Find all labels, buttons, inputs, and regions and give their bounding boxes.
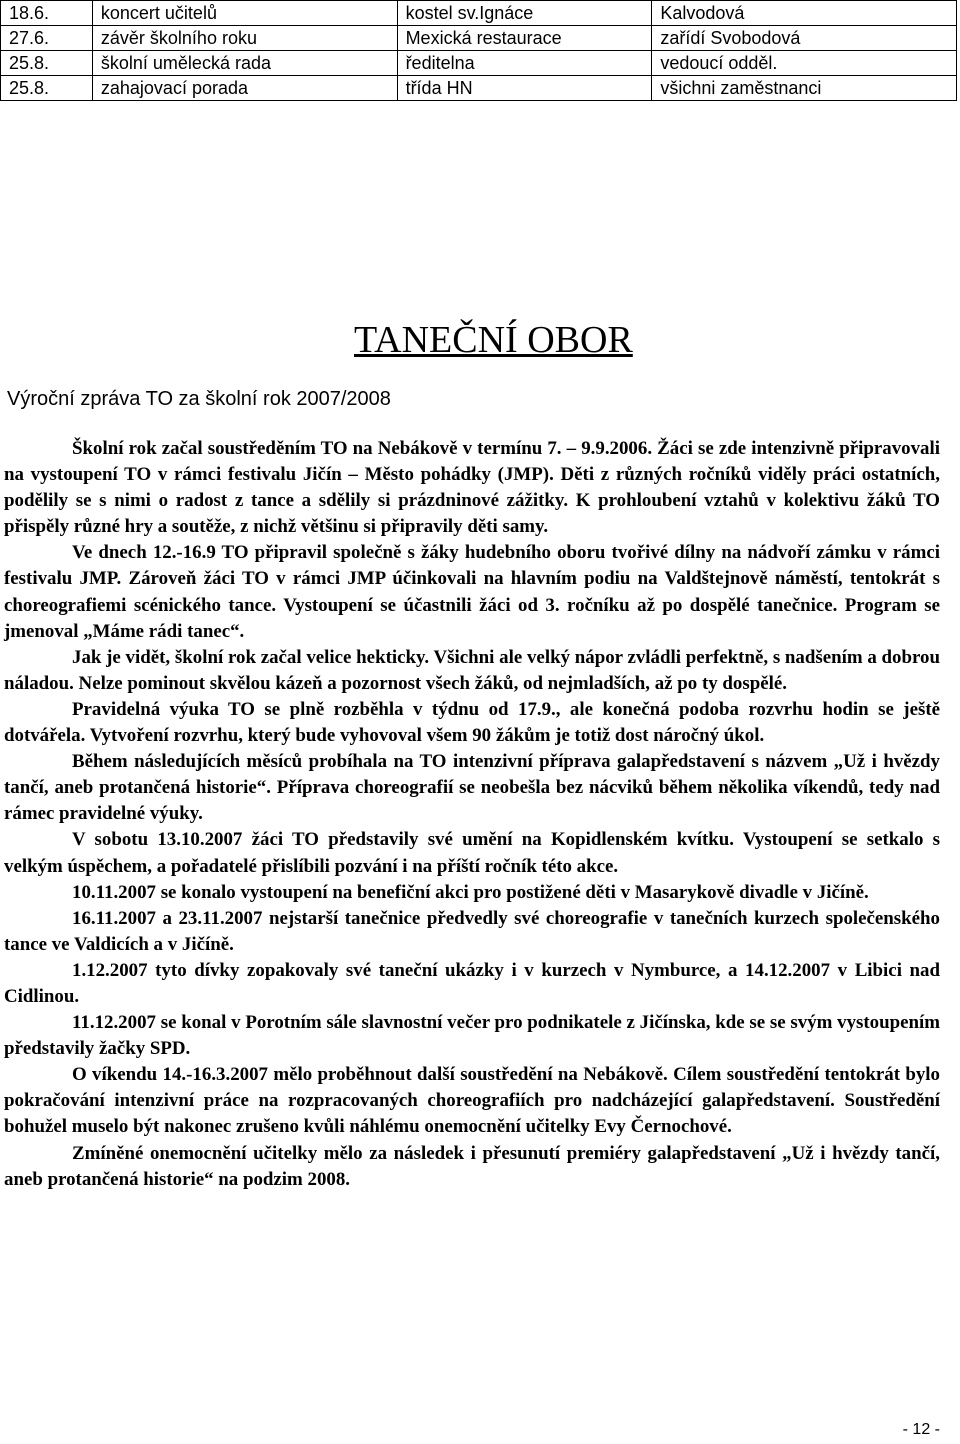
place-cell: ředitelna	[397, 51, 652, 76]
report-body	[4, 436, 940, 1193]
paragraph: Školní rok začal soustředěním TO na Nebákově v termínu 7. – 9.9.2006. Žáci se zde intenzivně připravovali na vystoupení TO v rámci festivalu Jičín – Město pohádky (JMP). Děti z různých ročníků viděly práci ostatních, podělily se s nimi o radost z tance a sdělily si prázdninové zážitky. K prohloubení vztahů v kolektivu žáků TO přispěly různé hry a soutěže, z nichž většinu si připravily děti samy.	[4, 438, 940, 538]
schedule-table	[0, 0, 957, 101]
date-cell: 25.8.	[1, 76, 93, 101]
date-cell: 27.6.	[1, 26, 93, 51]
date-cell: 18.6.	[1, 1, 93, 26]
paragraph: 10.11.2007 se konalo vystoupení na benefiční akci pro postižené děti v Masarykově divadle v Jičíně.	[72, 881, 869, 903]
person-cell: všichni zaměstnanci	[652, 76, 957, 101]
event-cell: školní umělecká rada	[92, 51, 397, 76]
paragraph: 16.11.2007 a 23.11.2007 nejstarší tanečnice předvedly své choreografie v tanečních kurzech společenského tance ve Valdicích a v Jičíně.	[4, 907, 940, 955]
paragraph: 1.12.2007 tyto dívky zopakovaly své taneční ukázky i v kurzech v Nymburce, a 14.12.2007 v Libici nad Cidlinou.	[4, 959, 940, 1007]
date-cell: 25.8.	[1, 51, 93, 76]
paragraph: Během následujících měsíců probíhala na TO intenzivní příprava galapředstavení s názvem „Už i hvězdy tančí, aneb protančená historie“. Příprava choreografií se neobešla bez nácviků během několika víkendů, tedy nad rámec pravidelné výuky.	[4, 751, 940, 825]
paragraph: Zmíněné onemocnění učitelky mělo za následek i přesunutí premiéry galapředstavení „Už i hvězdy tančí, aneb protančená historie“ na podzim 2008.	[4, 1142, 940, 1190]
paragraph: V sobotu 13.10.2007 žáci TO představily své umění na Kopidlenském kvítku. Vystoupení se setkalo s velkým úspěchem, a pořadatelé přislíbili pozvání i na příští ročník této akce.	[4, 829, 940, 877]
paragraph: Ve dnech 12.-16.9 TO připravil společně s žáky hudebního oboru tvořivé dílny na nádvoří zámku v rámci festivalu JMP. Zároveň žáci TO v rámci JMP účinkovali na hlavním podiu na Valdštejnově náměstí, tentokrát s choreografiemi scénického tance. Vystoupení se účastnili žáci od 3. ročníku až po dospělé tanečnice. Program se jmenoval „Máme rádi tanec“.	[4, 542, 940, 642]
event-cell: závěr školního roku	[92, 26, 397, 51]
place-cell: kostel sv.Ignáce	[397, 1, 652, 26]
table-row	[1, 76, 957, 101]
place-cell: třída HN	[397, 76, 652, 101]
paragraph: O víkendu 14.-16.3.2007 mělo proběhnout další soustředění na Nebákově. Cílem soustředění tentokrát bylo pokračování intenzivní práce na rozpracovaných choreografiích pro nadcházející galapředstavení. Soustředění bohužel muselo být nakonec zrušeno kvůli náhlému onemocnění učitelky Evy Černochové.	[4, 1064, 940, 1138]
person-cell: zařídí Svobodová	[652, 26, 957, 51]
paragraph: Jak je vidět, školní rok začal velice hekticky. Všichni ale velký nápor zvládli perfektně, s nadšením a dobrou náladou. Nelze pominout skvělou kázeň a pozornost všech žáků, od nejmladších, až po ty dospělé.	[4, 646, 940, 694]
paragraph: Pravidelná výuka TO se plně rozběhla v týdnu od 17.9., ale konečná podoba rozvrhu hodin se ještě dotvářela. Vytvoření rozvrhu, který bude vyhovoval všem 90 žákům je totiž dost náročný úkol.	[4, 698, 940, 747]
section-heading: TANEČNÍ OBOR	[354, 319, 633, 361]
table-row	[1, 1, 957, 26]
report-subheading: Výroční zpráva TO za školní rok 2007/2008	[7, 388, 391, 410]
table-row	[1, 26, 957, 51]
person-cell: Kalvodová	[652, 1, 957, 26]
place-cell: Mexická restaurace	[397, 26, 652, 51]
event-cell: zahajovací porada	[92, 76, 397, 101]
table-row	[1, 51, 957, 76]
paragraph: 11.12.2007 se konal v Porotním sále slavnostní večer pro podnikatele z Jičínska, kde se se svým vystoupením představily žačky SPD.	[4, 1012, 940, 1060]
person-cell: vedoucí odděl.	[652, 51, 957, 76]
page-number: - 12 -	[902, 1421, 940, 1438]
event-cell: koncert učitelů	[92, 1, 397, 26]
